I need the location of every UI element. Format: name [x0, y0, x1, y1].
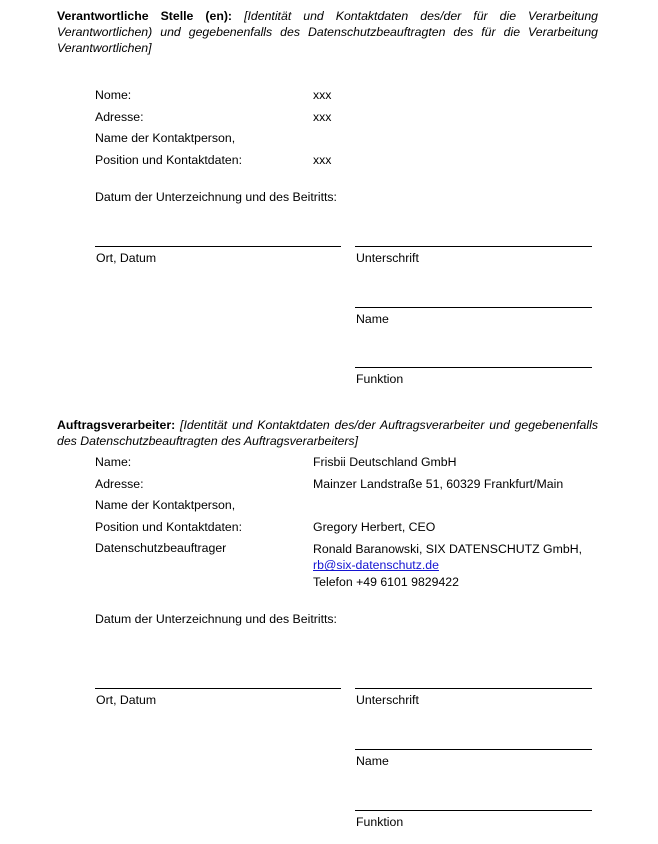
field-label: Nome: — [95, 88, 132, 102]
field-row — [95, 498, 242, 520]
field-label: Name der Kontaktperson, — [95, 498, 236, 512]
field-value: xxx — [313, 88, 332, 102]
section-heading-lead-controller: Verantwortliche Stelle (en): — [57, 9, 233, 23]
field-value: xxx — [313, 152, 332, 167]
signature-rule-name — [355, 307, 592, 308]
field-label: Adresse: — [95, 109, 144, 124]
field-row — [95, 88, 332, 110]
field-value: Gregory Herbert, CEO — [313, 519, 436, 534]
signature-caption-function: Funktion — [356, 372, 404, 386]
field-value: xxx — [313, 109, 332, 124]
dpo-phone: Telefon +49 6101 9829422 — [313, 574, 459, 589]
signing-date-label-controller: Datum der Unterzeichnung und des Beitritts: — [95, 190, 337, 204]
field-label: Name der Kontaktperson, — [95, 131, 236, 145]
signature-rule-place-date-2 — [95, 688, 341, 689]
section-heading-note-processor: [Identität und Kontaktdaten des/der Auftragsverarbeiter und gegebenenfalls des Datenschutzbeauftragten des Auftragsverarbeiters] — [57, 418, 598, 449]
section-heading-processor — [57, 417, 598, 449]
signature-caption-name: Name — [356, 312, 389, 326]
field-row-dpo — [95, 541, 583, 589]
signing-date-label-processor: Datum der Unterzeichnung und des Beitritts: — [95, 612, 337, 626]
signature-rule-function-2 — [355, 810, 592, 811]
signature-caption-place-date-2: Ort, Datum — [96, 693, 157, 707]
field-label: Datenschutzbeauftrager — [95, 541, 227, 555]
field-row — [95, 476, 564, 499]
signature-caption-name-2: Name — [356, 754, 389, 768]
field-row — [95, 519, 436, 542]
section-heading-note-controller: [Identität und Kontaktdaten des/der für die Verarbeitung Verantwortlichen) und gegebenenfalls des Datenschutzbeauftragten des für die Verarbeitung Verantwortlichen] — [57, 9, 599, 56]
signature-caption-place-date: Ort, Datum — [96, 251, 157, 265]
signature-rule-place-date — [95, 246, 341, 247]
signature-caption-signature: Unterschrift — [356, 251, 419, 265]
field-label: Position und Kontaktdaten: — [95, 152, 242, 167]
section-heading-controller — [57, 8, 598, 57]
field-value-dpo — [313, 541, 613, 590]
field-label: Name: — [95, 455, 132, 469]
field-row — [95, 152, 332, 175]
signature-rule-signature — [355, 246, 592, 247]
field-list-processor — [95, 455, 583, 589]
signature-rule-signature-2 — [355, 688, 592, 689]
field-row — [95, 131, 242, 153]
dpo-email-link[interactable]: rb@six-datenschutz.de — [313, 558, 439, 573]
field-label: Adresse: — [95, 476, 144, 491]
field-list-controller — [95, 88, 332, 174]
signature-caption-signature-2: Unterschrift — [356, 693, 419, 707]
dpo-text-part1: Ronald Baranowski, SIX DATENSCHUTZ GmbH, — [313, 542, 583, 556]
signature-rule-name-2 — [355, 749, 592, 750]
signature-rule-function — [355, 367, 592, 368]
signature-caption-function-2: Funktion — [356, 815, 404, 829]
section-heading-lead-processor: Auftragsverarbeiter: — [57, 418, 176, 432]
field-row — [95, 455, 457, 477]
field-label: Position und Kontaktdaten: — [95, 519, 242, 534]
field-value: Mainzer Landstraße 51, 60329 Frankfurt/Main — [313, 476, 564, 491]
field-row — [95, 109, 332, 132]
field-value: Frisbii Deutschland GmbH — [313, 455, 457, 469]
